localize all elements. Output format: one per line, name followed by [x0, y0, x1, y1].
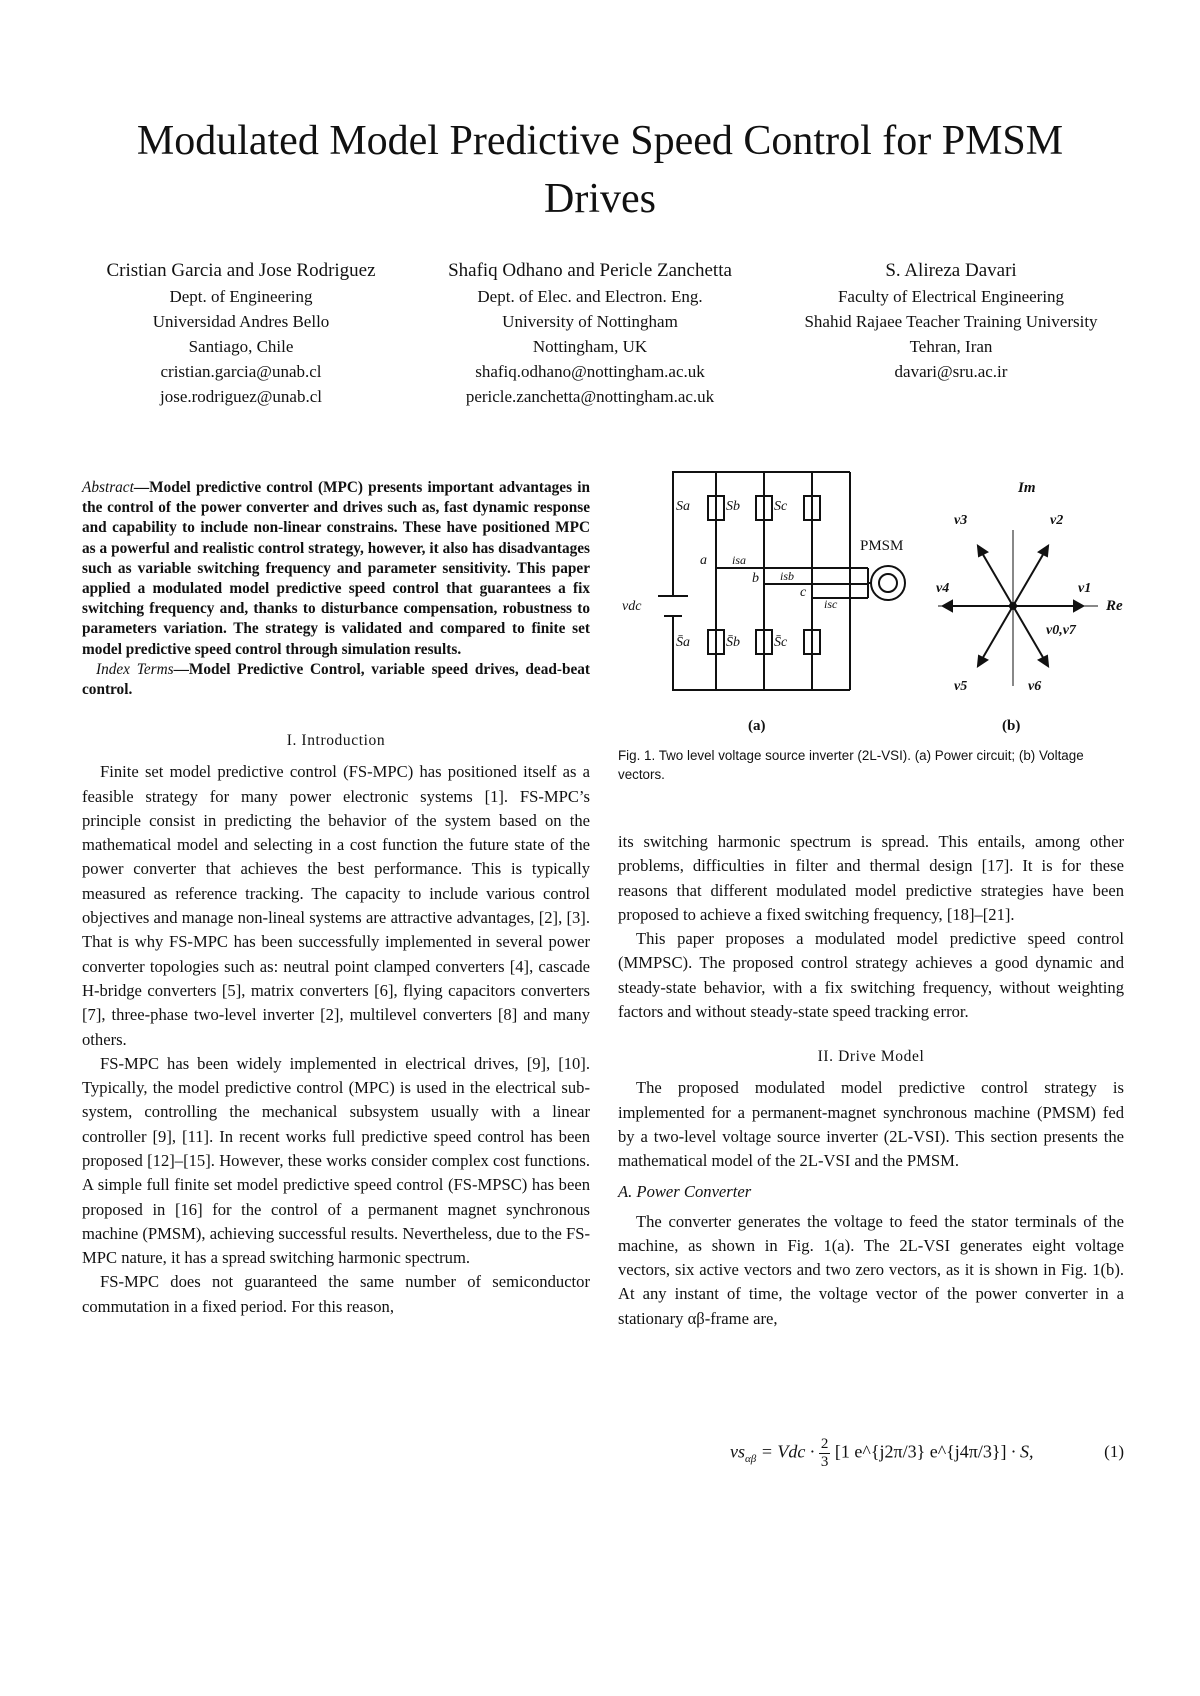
author-2-university: University of Nottingham [502, 312, 678, 331]
label-node-c: c [800, 585, 807, 600]
intro-paragraph-2: FS-MPC has been widely implemented in electrical drives, [9], [10]. Typically, the model predictive control (MPC) is used in the electrical sub-system, controlling the mechanical subsystem usually with a linear controller [9], [11]. In recent works full predictive speed control has been proposed [12]–[15]. However, these works consider complex cost functions. A simple full finite set model predictive speed control (FS-MPSC) has been proposed in [16] for the control of a permanent magnet synchronous machine (PMSM), achieving successful results. Nevertheless, due to the FS-MPC nature, it has a spread switching harmonic spectrum. [82, 1053, 590, 1268]
author-3-location: Tehran, Iran [909, 337, 993, 356]
section-heading-introduction: I. Introduction [286, 732, 386, 750]
equation-body [730, 1436, 1034, 1471]
label-v4: v4 [936, 581, 950, 596]
eq-matrix: [1 e^{j2π/3} e^{j4π/3}] [834, 1441, 1007, 1462]
label-v5: v5 [954, 679, 968, 694]
pmsm-symbol [871, 566, 905, 600]
author-3-dept: Faculty of Electrical Engineering [837, 287, 1065, 306]
vector-v3 [978, 546, 1013, 606]
label-v2: v2 [1050, 513, 1064, 528]
vector-v5 [978, 606, 1013, 666]
label-subfig-b: (b) [1002, 718, 1021, 734]
equation-1 [618, 1432, 1124, 1476]
arrow-v6 [1039, 656, 1048, 666]
eq-fraction [819, 1436, 831, 1471]
author-1 [72, 258, 410, 409]
eq-frac-den: 3 [820, 1454, 829, 1470]
arrow-v2 [1039, 546, 1048, 556]
right-column [618, 830, 1124, 1331]
arrow-v3 [978, 546, 987, 556]
figure-1 [618, 466, 1138, 736]
author-3 [770, 258, 1132, 384]
label-sa-bar: S̄a [676, 635, 690, 650]
label-isb: isb [780, 569, 795, 583]
label-v1: v1 [1078, 581, 1092, 596]
label-vdc: vdc [622, 599, 642, 614]
figure-1-drawing [618, 466, 1138, 736]
label-sa: Sa [676, 499, 690, 514]
author-1-email-1: cristian.garcia@unab.cl [160, 362, 322, 381]
dc-bus-top [673, 472, 850, 596]
author-1-dept: Dept. of Engineering [169, 287, 313, 306]
paper-title: Modulated Model Predictive Speed Control for PMSM Drives [136, 118, 1064, 222]
index-terms-text: —Model Predictive Control, variable speed drives, dead-beat control. [82, 660, 590, 699]
eq-frac-num: 2 [820, 1436, 829, 1452]
label-v6: v6 [1028, 679, 1042, 694]
left-column [82, 478, 590, 1319]
author-3-email: davari@sru.ac.ir [894, 362, 1008, 381]
arrow-v5 [978, 656, 987, 666]
label-subfig-a: (a) [748, 718, 766, 734]
index-terms-lead: Index Terms [96, 660, 174, 678]
section-heading-drive-model: II. Drive Model [817, 1048, 925, 1066]
arrow-v4 [943, 601, 952, 611]
label-node-a: a [700, 553, 707, 568]
eq-lhs-sub: αβ [745, 1453, 757, 1466]
abstract [82, 478, 590, 660]
label-sb: Sb [726, 499, 740, 514]
arrow-v1 [1074, 601, 1083, 611]
voltage-vector-diagram [938, 530, 1098, 686]
eq-lhs: vs [730, 1441, 745, 1462]
label-v3: v3 [954, 513, 968, 528]
label-sc-bar: S̄c [774, 635, 788, 650]
equation-number: (1) [1104, 1442, 1124, 1461]
drive-paragraph-1: The proposed modulated model predictive control strategy is implemented for a permanent-magnet synchronous machine (PMSM) fed by a two-level voltage source inverter (2L-VSI). This section presents the mathematical model of the 2L-VSI and the PMSM. [618, 1078, 1124, 1171]
author-2-email-2: pericle.zanchetta@nottingham.ac.uk [465, 387, 715, 406]
author-2-name: Shafiq Odhano and Pericle Zanchetta [448, 260, 732, 281]
author-3-name: S. Alireza Davari [885, 260, 1017, 281]
author-2-dept: Dept. of Elec. and Electron. Eng. [477, 287, 703, 306]
right-paragraph-2: This paper proposes a modulated model predictive speed control (MMPSC). The proposed control strategy achieves a good dynamic and steady-state behavior, with a fix switching frequency, without weighting factors and without steady-state speed tracking error. [618, 929, 1124, 1022]
abstract-lead: Abstract [82, 479, 134, 496]
label-v0-v7: v0,v7 [1046, 623, 1076, 638]
author-1-location: Santiago, Chile [188, 337, 294, 356]
label-isc: isc [824, 597, 838, 611]
author-1-name: Cristian Garcia and Jose Rodriguez [106, 260, 376, 281]
intro-paragraph-1: Finite set model predictive control (FS-MPC) has positioned itself as a feasible strategy for many power electronic systems [1]. FS-MPC’s principle consist in predicting the behavior of the system based on the mathematical model and selecting in a cost function the future state of the power converter that achieves the best performance. This is typically measured as reference tracking. The capacity to include various control objectives and manage non-lineal systems are attractive advantages, [2], [3]. That is why FS-MPC has been successfully implemented in several power converter topologies such as: neutral point clamped converters [4], cascade H-bridge converters [5], matrix converters [6], flying capacitors converters [7], three-phase two-level inverter [2], multilevel converters [8] and many others. [82, 762, 590, 1049]
label-axis-im: Im [1018, 480, 1036, 496]
index-terms [82, 660, 590, 700]
label-node-b: b [752, 571, 759, 586]
vector-v6 [1013, 606, 1048, 666]
pmsm-rotor [879, 574, 897, 592]
subsection-heading-power-converter: A. Power Converter [618, 1181, 752, 1201]
author-1-university: Universidad Andres Bello [152, 312, 330, 331]
label-isa: isa [732, 553, 747, 567]
label-sb-bar: S̄b [726, 635, 740, 650]
vector-zero-origin [1010, 603, 1016, 609]
intro-paragraph-3: FS-MPC does not guaranteed the same number of semiconductor commutation in a fixed period. For this reason, [82, 1272, 590, 1316]
author-2 [412, 258, 768, 409]
right-paragraph-1: its switching harmonic spectrum is spread. This entails, among other problems, difficulties in filter and thermal design [17]. It is for these reasons that different modulated model predictive strategies have been proposed to achieve a fixed switching frequency, [18]–[21]. [618, 832, 1124, 924]
author-2-email-1: shafiq.odhano@nottingham.ac.uk [475, 362, 705, 381]
label-sc: Sc [774, 499, 788, 514]
label-axis-re: Re [1106, 598, 1123, 614]
abstract-text: —Model predictive control (MPC) presents important advantages in the control of the power converter and drives such as, fast dynamic response and capability to include non-linear constrains. These have positioned MPC as a powerful and realistic control strategy, however, it also has disadvantages such as variable switching frequency and parameter sensitivity. This paper applied a modulated model predictive speed control that guarantees a fix switching frequency and, thanks to disturbance compensation, robustness to parameters variation. The strategy is validated and compared to finite set model predictive speed control through simulation results. [82, 479, 590, 658]
author-1-email-2: jose.rodriguez@unab.cl [160, 387, 322, 406]
converter-paragraph-1: The converter generates the voltage to feed the stator terminals of the machine, as shown in Fig. 1(a). The 2L-VSI generates eight voltage vectors, six active vectors and two zero vectors, as it is shown in Fig. 1(b). At any instant of time, the voltage vector of the power converter in a stationary αβ-frame are, [618, 1211, 1124, 1328]
author-3-university: Shahid Rajaee Teacher Training University [804, 312, 1098, 331]
eq-rhs-pre: = Vdc · [760, 1441, 819, 1462]
eq-rhs-post: · S, [1011, 1441, 1034, 1462]
author-2-location: Nottingham, UK [532, 337, 648, 356]
label-pmsm: PMSM [860, 538, 904, 554]
vector-v2 [1013, 546, 1048, 606]
figure-1-caption: Fig. 1. Two level voltage source inverter (2L-VSI). (a) Power circuit; (b) Voltage vectors. [618, 748, 1084, 782]
